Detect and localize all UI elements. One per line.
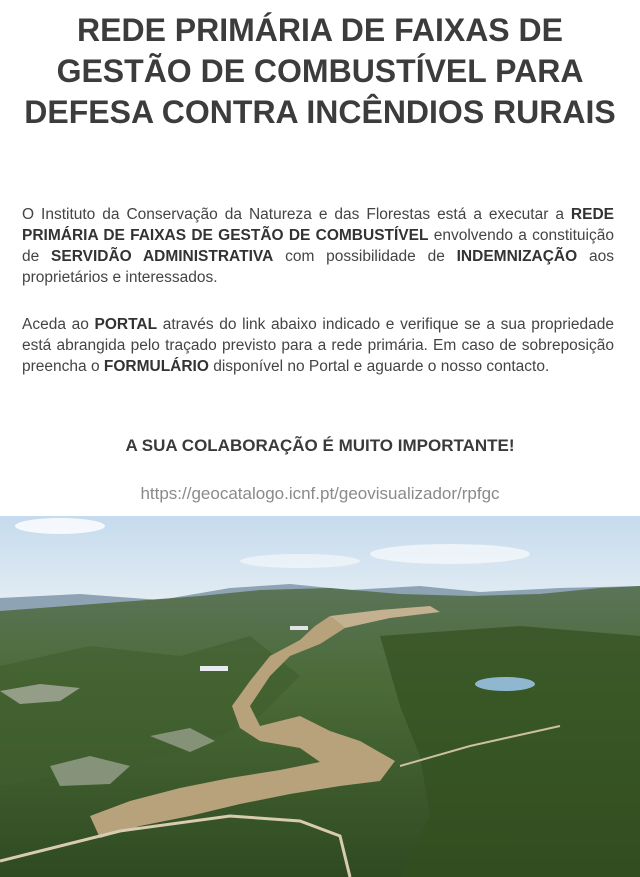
intro-text-3: com possibilidade de (273, 248, 457, 265)
intro-bold-servitude: SERVIDÃO ADMINISTRATIVA (51, 248, 274, 265)
portal-link[interactable]: https://geocatalogo.icnf.pt/geovisualizador/rpfgc (140, 484, 500, 503)
instructions-text-1: Aceda ao (22, 316, 95, 333)
right-forest (380, 626, 640, 877)
building (200, 666, 228, 671)
instructions-bold-form: FORMULÁRIO (103, 358, 209, 375)
intro-bold-network: REDE PRIMÁRIA DE FAIXAS DE GESTÃO DE COMBUSTÍVEL (22, 206, 614, 244)
building (290, 626, 308, 630)
intro-bold-compensation: INDEMNIZAÇÃO (456, 248, 578, 265)
reservoir (475, 677, 535, 691)
cloud (15, 518, 105, 534)
intro-paragraph (22, 204, 614, 288)
instructions-text-3: disponível no Portal e aguarde o nosso contacto. (208, 358, 550, 375)
title-line-2: GESTÃO DE COMBUSTÍVEL PARA (56, 53, 584, 89)
call-to-action: A SUA COLABORAÇÃO É MUITO IMPORTANTE! (125, 436, 515, 455)
instructions-bold-portal: PORTAL (94, 316, 158, 333)
title-line-3: DEFESA CONTRA INCÊNDIOS RURAIS (24, 94, 616, 130)
intro-text-2: envolvendo a constituição de (22, 227, 614, 265)
intro-text-4: aos proprietários e interessados. (22, 248, 614, 286)
instructions-paragraph (22, 314, 614, 377)
instructions-text-2: através do link abaixo indicado e verifique se a sua propriedade está abrangida pelo traçado previsto para a rede primária. Em caso de sobreposição preencha o (22, 316, 614, 375)
title-line-1: REDE PRIMÁRIA DE FAIXAS DE (77, 12, 563, 48)
intro-text-1: O Instituto da Conservação da Natureza e das Florestas está a executar a (22, 206, 571, 223)
aerial-landscape-photo (0, 516, 640, 877)
cloud (370, 544, 530, 564)
cloud (240, 554, 360, 568)
page-title (0, 10, 640, 133)
